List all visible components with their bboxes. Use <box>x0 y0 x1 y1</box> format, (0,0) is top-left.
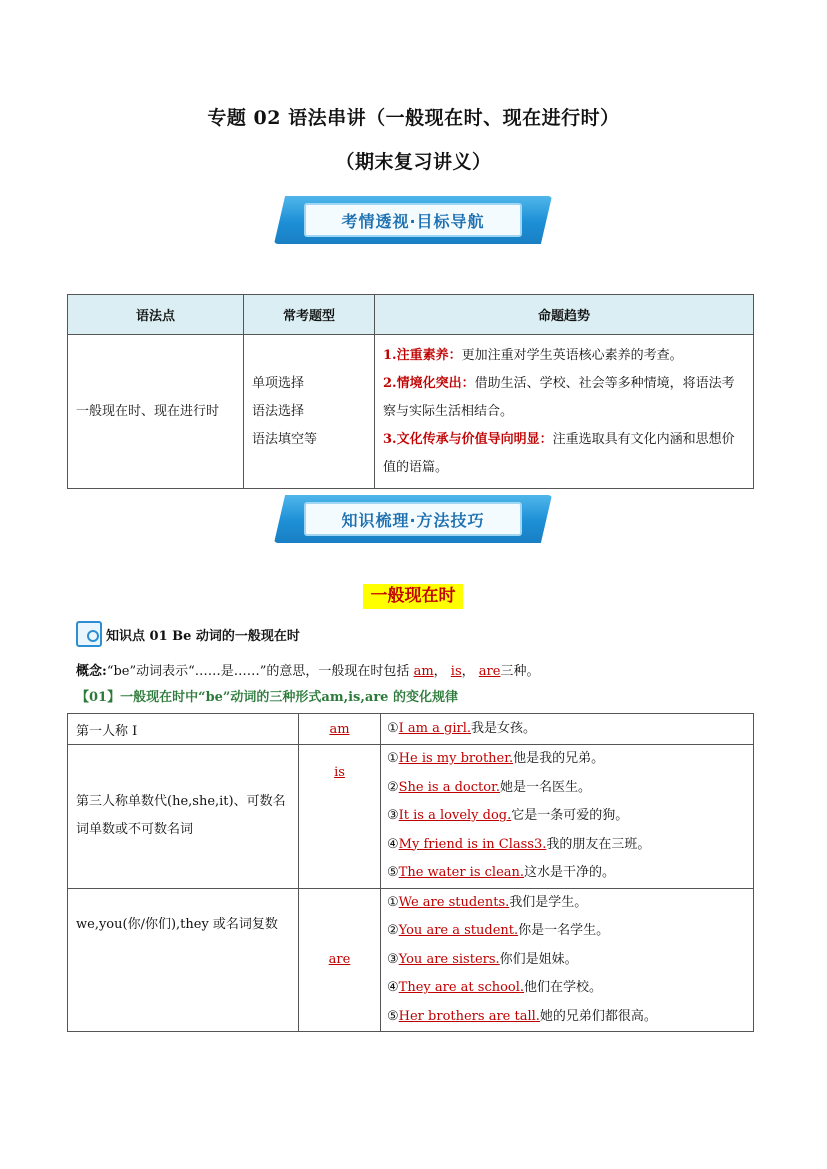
example-line: ①He is my brother.他是我的兄弟。 <box>387 751 605 766</box>
form-cell: are <box>299 888 381 1032</box>
example-line: ⑤Her brothers are tall.她的兄弟们都很高。 <box>387 1008 657 1024</box>
page-subtitle: （期末复习讲义） <box>335 151 492 173</box>
example-line: ④They are at school.他们在学校。 <box>387 980 603 995</box>
trend-item: 1.注重素养：更加注重对学生英语核心素养的考查。 <box>383 347 683 363</box>
examples-cell <box>381 714 754 745</box>
examples-cell <box>381 888 754 1032</box>
subject-cell: we,you(你/你们),they 或名词复数 <box>68 888 299 1032</box>
subject-cell: 第一人称 I <box>68 714 299 745</box>
grammar-point-cell: 一般现在时、现在进行时 <box>68 335 244 489</box>
form-are: are <box>478 664 501 679</box>
example-line: ②You are a student.你是一名学生。 <box>387 923 610 938</box>
header-question-types: 常考题型 <box>244 295 375 335</box>
banner-exam-overview <box>274 196 552 244</box>
question-type: 单项选择 <box>252 375 305 391</box>
header-trends: 命题趋势 <box>375 295 754 335</box>
example-line: ②She is a doctor.她是一名医生。 <box>387 779 592 795</box>
examples-cell <box>381 745 754 889</box>
banner-knowledge-methods <box>274 495 552 543</box>
form-am: am <box>413 664 434 679</box>
trend-item: 2.情境化突出：借助生活、学校、社会等多种情境，将语法考察与实际生活相结合。 <box>383 375 735 419</box>
form-cell: is <box>299 745 381 889</box>
knowledge-point-heading <box>76 620 300 648</box>
banner-label: 知识梳理·方法技巧 <box>341 510 485 530</box>
example-line: ①I am a girl.我是女孩。 <box>387 720 537 736</box>
rule-title: 【01】一般现在时中“be”动词的三种形式am,is,are 的变化规律 <box>76 690 458 705</box>
magnifier-doc-icon <box>76 621 102 647</box>
form-cell: am <box>299 714 381 745</box>
section-title: 一般现在时 <box>363 584 463 609</box>
question-type: 语法填空等 <box>252 431 318 447</box>
subject-cell: 第三人称单数代(he,she,it)、可数名词单数或不可数名词 <box>68 745 299 889</box>
page-title: 专题 02 语法串讲（一般现在时、现在进行时） <box>207 107 620 129</box>
banner-label: 考情透视·目标导航 <box>341 211 485 231</box>
example-line: ③You are sisters.你们是姐妹。 <box>387 951 578 967</box>
knowledge-point-label: 知识点 01 Be 动词的一般现在时 <box>106 628 300 644</box>
question-types-cell <box>244 335 375 489</box>
be-forms-table <box>67 713 754 1032</box>
question-type: 语法选择 <box>252 403 305 419</box>
trend-item: 3.文化传承与价值导向明显：注重选取具有文化内涵和思想价值的语篇。 <box>383 431 735 475</box>
header-grammar-point: 语法点 <box>68 295 244 335</box>
form-is: is <box>450 664 462 679</box>
example-line: ①We are students.我们是学生。 <box>387 894 588 910</box>
example-line: ⑤The water is clean.这水是干净的。 <box>387 865 616 880</box>
example-line: ③It is a lovely dog.它是一条可爱的狗。 <box>387 808 629 823</box>
trends-cell <box>375 335 754 489</box>
overview-table <box>67 294 754 489</box>
example-line: ④My friend is in Class3.我的朋友在三班。 <box>387 836 651 852</box>
concept-line: 概念:“be”动词表示“……是……”的意思，一般现在时包括 am， is， are三种。 <box>76 664 540 679</box>
